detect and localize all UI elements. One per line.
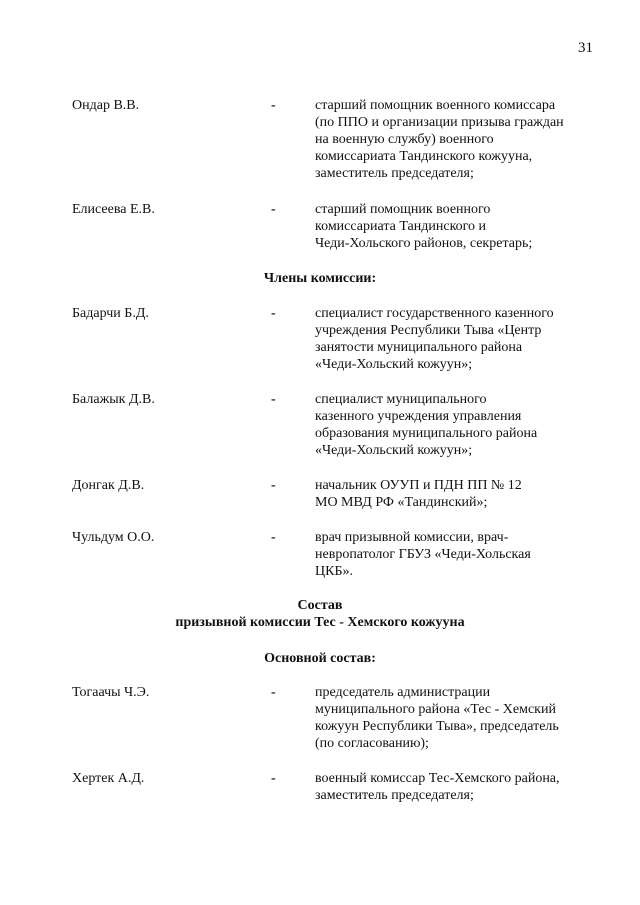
- description-line: (по согласованию);: [315, 736, 429, 751]
- member-name: Донгак Д.В.: [72, 478, 145, 493]
- dash-separator: -: [271, 98, 276, 113]
- members-heading: Члены комиссии:: [263, 271, 377, 286]
- description-line: «Чеди-Хольский кожуун»;: [315, 443, 473, 458]
- description-line: занятости муниципального района: [315, 340, 523, 355]
- section-title: Состав: [297, 598, 343, 613]
- description-line: заместитель председателя;: [315, 788, 474, 803]
- dash-separator: -: [271, 530, 276, 545]
- page-number: 31: [578, 40, 593, 56]
- dash-separator: -: [271, 392, 276, 407]
- member-name: Чульдум О.О.: [72, 530, 155, 545]
- description-line: специалист муниципального: [315, 392, 487, 407]
- description-line: заместитель председателя;: [315, 166, 474, 181]
- member-description: [315, 305, 590, 373]
- description-line: врач призывной комиссии, врач-: [315, 530, 509, 545]
- description-line: ЦКБ».: [315, 564, 353, 579]
- member-name: Елисеева Е.В.: [72, 202, 155, 217]
- description-line: специалист государственного казенного: [315, 306, 554, 321]
- member-name: Бадарчи Б.Д.: [72, 306, 149, 321]
- member-description: [315, 770, 590, 804]
- description-line: председатель администрации: [315, 685, 491, 700]
- member-description: [315, 97, 590, 182]
- description-line: образования муниципального района: [315, 426, 538, 441]
- description-line: комиссариата Тандинского и: [315, 219, 487, 234]
- description-line: на военную службу) военного: [315, 132, 494, 147]
- description-line: комиссариата Тандинского кожууна,: [315, 149, 533, 164]
- member-name: Хертек А.Д.: [72, 771, 145, 786]
- dash-separator: -: [271, 478, 276, 493]
- member-description: [315, 391, 590, 459]
- description-line: казенного учреждения управления: [315, 409, 522, 424]
- description-line: Чеди-Хольского районов, секретарь;: [315, 236, 533, 251]
- member-name: Тогаачы Ч.Э.: [72, 685, 150, 700]
- description-line: военный комиссар Тес-Хемского района,: [315, 771, 560, 786]
- description-line: невропатолог ГБУЗ «Чеди-Хольская: [315, 547, 531, 562]
- description-line: учреждения Республики Тыва «Центр: [315, 323, 542, 338]
- member-description: [315, 529, 590, 580]
- main-composition-heading: Основной состав:: [264, 651, 376, 666]
- dash-separator: -: [271, 685, 276, 700]
- description-line: муниципального района «Тес - Хемский: [315, 702, 556, 717]
- member-name: Ондар В.В.: [72, 98, 140, 113]
- member-description: [315, 477, 590, 511]
- description-line: кожуун Республики Тыва», председатель: [315, 719, 559, 734]
- description-line: «Чеди-Хольский кожуун»;: [315, 357, 473, 372]
- section-subtitle: призывной комиссии Тес - Хемского кожууна: [175, 615, 465, 630]
- description-line: старший помощник военного: [315, 202, 491, 217]
- dash-separator: -: [271, 202, 276, 217]
- dash-separator: -: [271, 306, 276, 321]
- member-name: Балажык Д.В.: [72, 392, 155, 407]
- member-description: [315, 201, 590, 252]
- description-line: начальник ОУУП и ПДН ПП № 12: [315, 478, 522, 493]
- member-description: [315, 684, 590, 752]
- description-line: МО МВД РФ «Тандинский»;: [315, 495, 488, 510]
- description-line: (по ППО и организации призыва граждан: [315, 115, 564, 130]
- dash-separator: -: [271, 771, 276, 786]
- description-line: старший помощник военного комиссара: [315, 98, 556, 113]
